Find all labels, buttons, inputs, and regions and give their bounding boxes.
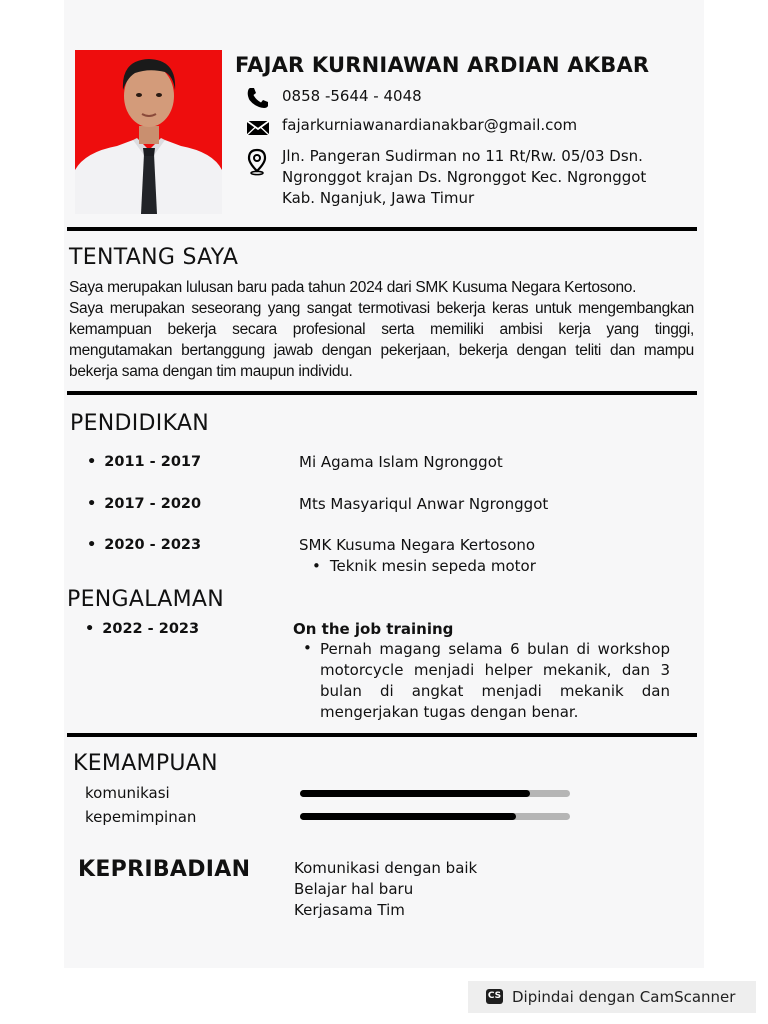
address-line: Jln. Pangeran Sudirman no 11 Rt/Rw. 05/03 Dsn. [282,147,643,165]
skill-label: kepemimpinan [85,808,197,826]
about-text [69,277,694,382]
personality-item: Komunikasi dengan baik [294,859,478,877]
skill-bar-fill [300,813,516,820]
education-school: Mts Masyariqul Anwar Ngronggot [299,495,549,513]
section-heading-skills: KEMAMPUAN [73,751,218,776]
location-pin-icon [246,148,270,170]
personality-list [294,858,477,921]
camscanner-text: Dipindai dengan CamScanner [512,988,736,1006]
envelope-icon [246,119,270,141]
skill-bar-komunikasi [300,790,570,797]
personality-item: Kerjasama Tim [294,901,405,919]
education-years: • 2011 - 2017 [87,454,201,470]
section-heading-personality: KEPRIBADIAN [78,857,251,882]
address-line: Ngronggot krajan Ds. Ngronggot Kec. Ngronggot [282,168,647,186]
bullet: • [303,639,312,657]
skill-label: komunikasi [85,784,170,802]
section-heading-education: PENDIDIKAN [70,411,210,436]
divider [67,391,697,395]
education-years: • 2017 - 2020 [87,496,201,512]
personality-item: Belajar hal baru [294,880,414,898]
phone-icon [246,87,270,109]
about-body: Saya merupakan seseorang yang sangat termotivasi bekerja keras untuk mengembangkan kemampuan bekerja secara profesional serta memiliki ambisi kerja yang tinggi, mengutamakan bertanggung jawab dengan pekerjaan, bekerja dengan teliti dan mampu bekerja sama dengan tim maupun individu. [69,300,694,380]
camscanner-logo-icon: CS [486,989,503,1004]
camscanner-watermark [468,981,756,1013]
address-line: Kab. Nganjuk, Jawa Timur [282,189,475,207]
about-intro: Saya merupakan lulusan baru pada tahun 2024 dari SMK Kusuma Negara Kertosono. [69,279,637,296]
skill-bar-kepemimpinan [300,813,570,820]
profile-photo [75,50,222,214]
education-school: Mi Agama Islam Ngronggot [299,453,503,471]
skill-bar-fill [300,790,530,797]
education-school: SMK Kusuma Negara Kertosono [299,536,536,554]
experience-years: • 2022 - 2023 [85,621,199,637]
email-address: fajarkurniawanardianakbar@gmail.com [282,116,578,134]
experience-title: On the job training [293,620,454,638]
education-major: • Teknik mesin sepeda motor [312,557,536,575]
experience-description: Pernah magang selama 6 bulan di workshop motorcycle menjadi helper mekanik, dan 3 bulan di angkat menjadi mekanik dan mengerjakan tugas dengan benar. [320,640,670,721]
applicant-name: FAJAR KURNIAWAN ARDIAN AKBAR [235,53,650,77]
section-heading-experience: PENGALAMAN [67,587,225,612]
address [282,146,646,209]
divider [67,733,697,737]
education-years: • 2020 - 2023 [87,537,201,553]
phone-number: 0858 -5644 - 4048 [282,87,422,105]
divider [67,227,697,231]
section-heading-about: TENTANG SAYA [69,245,239,270]
